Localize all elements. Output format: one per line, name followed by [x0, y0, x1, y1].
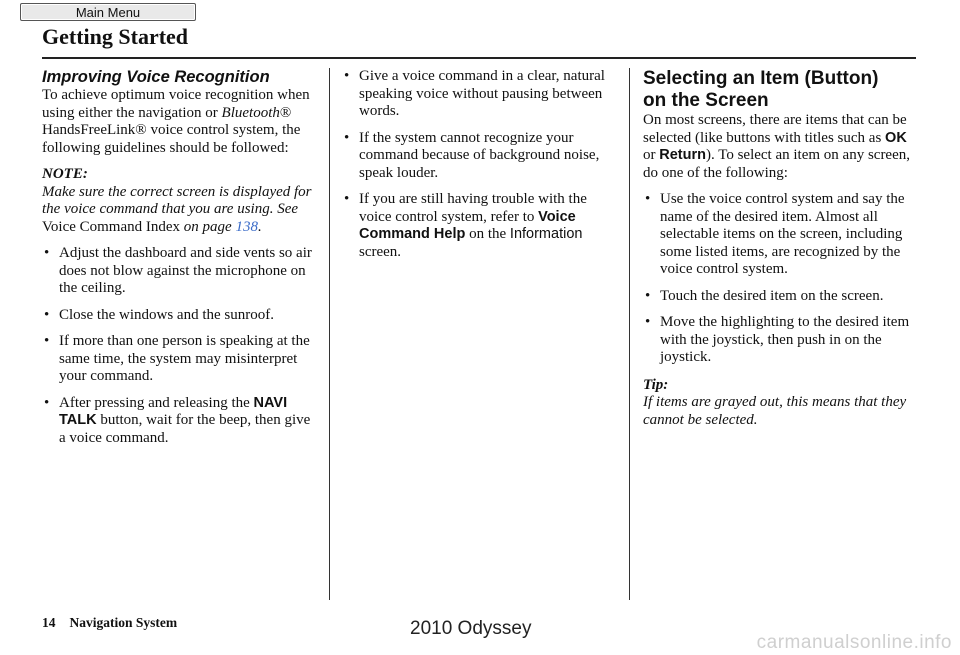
footer — [42, 615, 177, 631]
column-divider — [329, 68, 330, 600]
column-2 — [342, 68, 620, 261]
list-item: • If the system cannot recognize your command because of background noise, speak louder. — [342, 130, 620, 183]
list-item: • Move the highlighting to the desired item with the joystick, then push in on the joystick. — [643, 314, 919, 367]
list-item: • If you are still having trouble with the voice control system, refer to Voice Command Help on the Information screen. — [342, 191, 620, 261]
page-link[interactable]: 138 — [235, 218, 258, 235]
voice-tips-list — [342, 68, 620, 261]
section-heading-voice-recognition: Improving Voice Recognition — [42, 68, 270, 86]
tip-text: If items are grayed out, this means that they cannot be selected. — [643, 394, 907, 428]
list-item: • Close the windows and the sunroof. — [42, 307, 318, 325]
column-1 — [42, 68, 318, 447]
list-item: • Use the voice control system and say the name of the desired item. Almost all selectable items on the screen, including some listed items, are recognized by the voice control system. — [643, 191, 919, 279]
list-item: • Touch the desired item on the screen. — [643, 288, 919, 306]
note-label: NOTE: — [42, 166, 88, 182]
note-text: Make sure the correct screen is displayed for the voice command that you are using. See Voice Command Index on page 138. — [42, 183, 312, 235]
guidelines-list — [42, 245, 318, 447]
main-menu-button[interactable]: Main Menu — [20, 3, 196, 21]
selection-methods-list — [643, 191, 919, 367]
list-item: • If more than one person is speaking at the same time, the system may misinterpret your command. — [42, 333, 318, 386]
model-label: 2010 Odyssey — [410, 618, 532, 639]
intro-paragraph: On most screens, there are items that can be selected (like buttons with titles such as OK or Return). To select an item on any screen, do one of the following: — [643, 112, 911, 181]
title-rule — [42, 57, 916, 59]
section-heading-selecting-item: Selecting an Item (Button) on the Screen — [643, 68, 879, 111]
watermark: carmanualsonline.info — [756, 632, 952, 653]
tip-label: Tip: — [643, 376, 669, 393]
list-item: • Adjust the dashboard and side vents so air does not blow against the microphone on the ceiling. — [42, 245, 318, 298]
intro-paragraph: To achieve optimum voice recognition when using either the navigation or Bluetooth® HandsFreeLink® voice control system, the following guidelines should be followed: — [42, 87, 310, 156]
list-item: • Give a voice command in a clear, natural speaking voice without pausing between words. — [342, 68, 620, 121]
column-divider — [629, 68, 630, 600]
page-number: 14 — [42, 615, 56, 630]
section-name: Navigation System — [69, 615, 178, 630]
list-item: • After pressing and releasing the NAVI TALK button, wait for the beep, then give a voice command. — [42, 395, 318, 448]
page-title: Getting Started — [42, 24, 189, 49]
column-3 — [643, 68, 919, 429]
